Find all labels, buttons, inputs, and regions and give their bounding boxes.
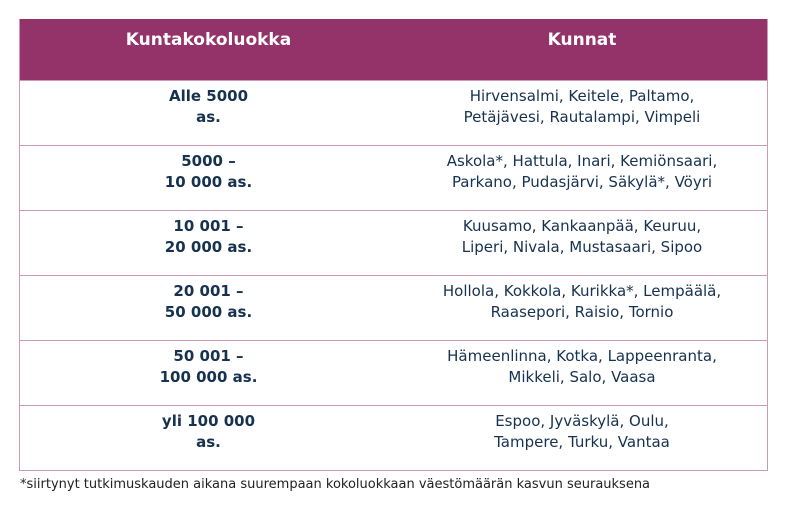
- municipalities-line: Liperi, Nivala, Mustasaari, Sipoo: [461, 238, 703, 256]
- municipalities-cell: [397, 406, 767, 470]
- size-class-line: Alle 5000: [168, 87, 249, 105]
- size-class-line: yli 100 000: [161, 412, 256, 430]
- size-class-line: 100 000 as.: [159, 368, 258, 386]
- size-class-cell: [20, 341, 397, 405]
- size-class-line: 20 000 as.: [164, 238, 253, 256]
- municipalities-line: Espoo, Jyväskylä, Oulu,: [495, 412, 669, 430]
- size-class-line: 5000 –: [181, 152, 236, 170]
- table-row: [20, 145, 767, 210]
- municipalities-cell: [397, 276, 767, 340]
- municipalities-cell: [397, 81, 767, 145]
- municipalities-cell: [397, 341, 767, 405]
- municipalities-line: Raasepori, Raisio, Tornio: [490, 303, 674, 321]
- table-row: [20, 275, 767, 340]
- header-size-class: Kuntakokoluokka: [125, 30, 292, 50]
- municipalities-line: Hämeenlinna, Kotka, Lappeenranta,: [447, 347, 717, 365]
- municipalities-line: Kuusamo, Kankaanpää, Keuruu,: [462, 217, 702, 235]
- municipalities-line: Hirvensalmi, Keitele, Paltamo,: [469, 87, 695, 105]
- size-class-line: 10 001 –: [173, 217, 244, 235]
- size-class-line: 50 000 as.: [164, 303, 253, 321]
- size-class-line: 50 001 –: [173, 347, 244, 365]
- footnote: *siirtynyt tutkimuskauden aikana suurempaan kokoluokkaan väestömäärän kasvun seurauksena: [20, 477, 651, 492]
- header-municipalities: Kunnat: [547, 30, 617, 50]
- size-class-cell: [20, 211, 397, 275]
- municipalities-line: Parkano, Pudasjärvi, Säkylä*, Vöyri: [451, 173, 713, 191]
- table-row: [20, 210, 767, 275]
- size-class-cell: [20, 146, 397, 210]
- municipalities-cell: [397, 146, 767, 210]
- municipalities-line: Tampere, Turku, Vantaa: [494, 433, 670, 451]
- table-header: [20, 19, 767, 80]
- size-class-line: as.: [196, 108, 221, 126]
- size-class-cell: [20, 406, 397, 470]
- table-row: [20, 80, 767, 145]
- municipality-size-table: [19, 19, 768, 471]
- municipalities-line: Petäjävesi, Rautalampi, Vimpeli: [463, 108, 701, 126]
- size-class-line: 20 001 –: [173, 282, 244, 300]
- municipalities-line: Askola*, Hattula, Inari, Kemiönsaari,: [446, 152, 718, 170]
- size-class-cell: [20, 276, 397, 340]
- municipalities-line: Mikkeli, Salo, Vaasa: [508, 368, 656, 386]
- municipalities-cell: [397, 211, 767, 275]
- table-row: [20, 340, 767, 405]
- municipalities-line: Hollola, Kokkola, Kurikka*, Lempäälä,: [442, 282, 722, 300]
- table-row: [20, 405, 767, 470]
- size-class-line: 10 000 as.: [164, 173, 253, 191]
- size-class-line: as.: [196, 433, 221, 451]
- size-class-cell: [20, 81, 397, 145]
